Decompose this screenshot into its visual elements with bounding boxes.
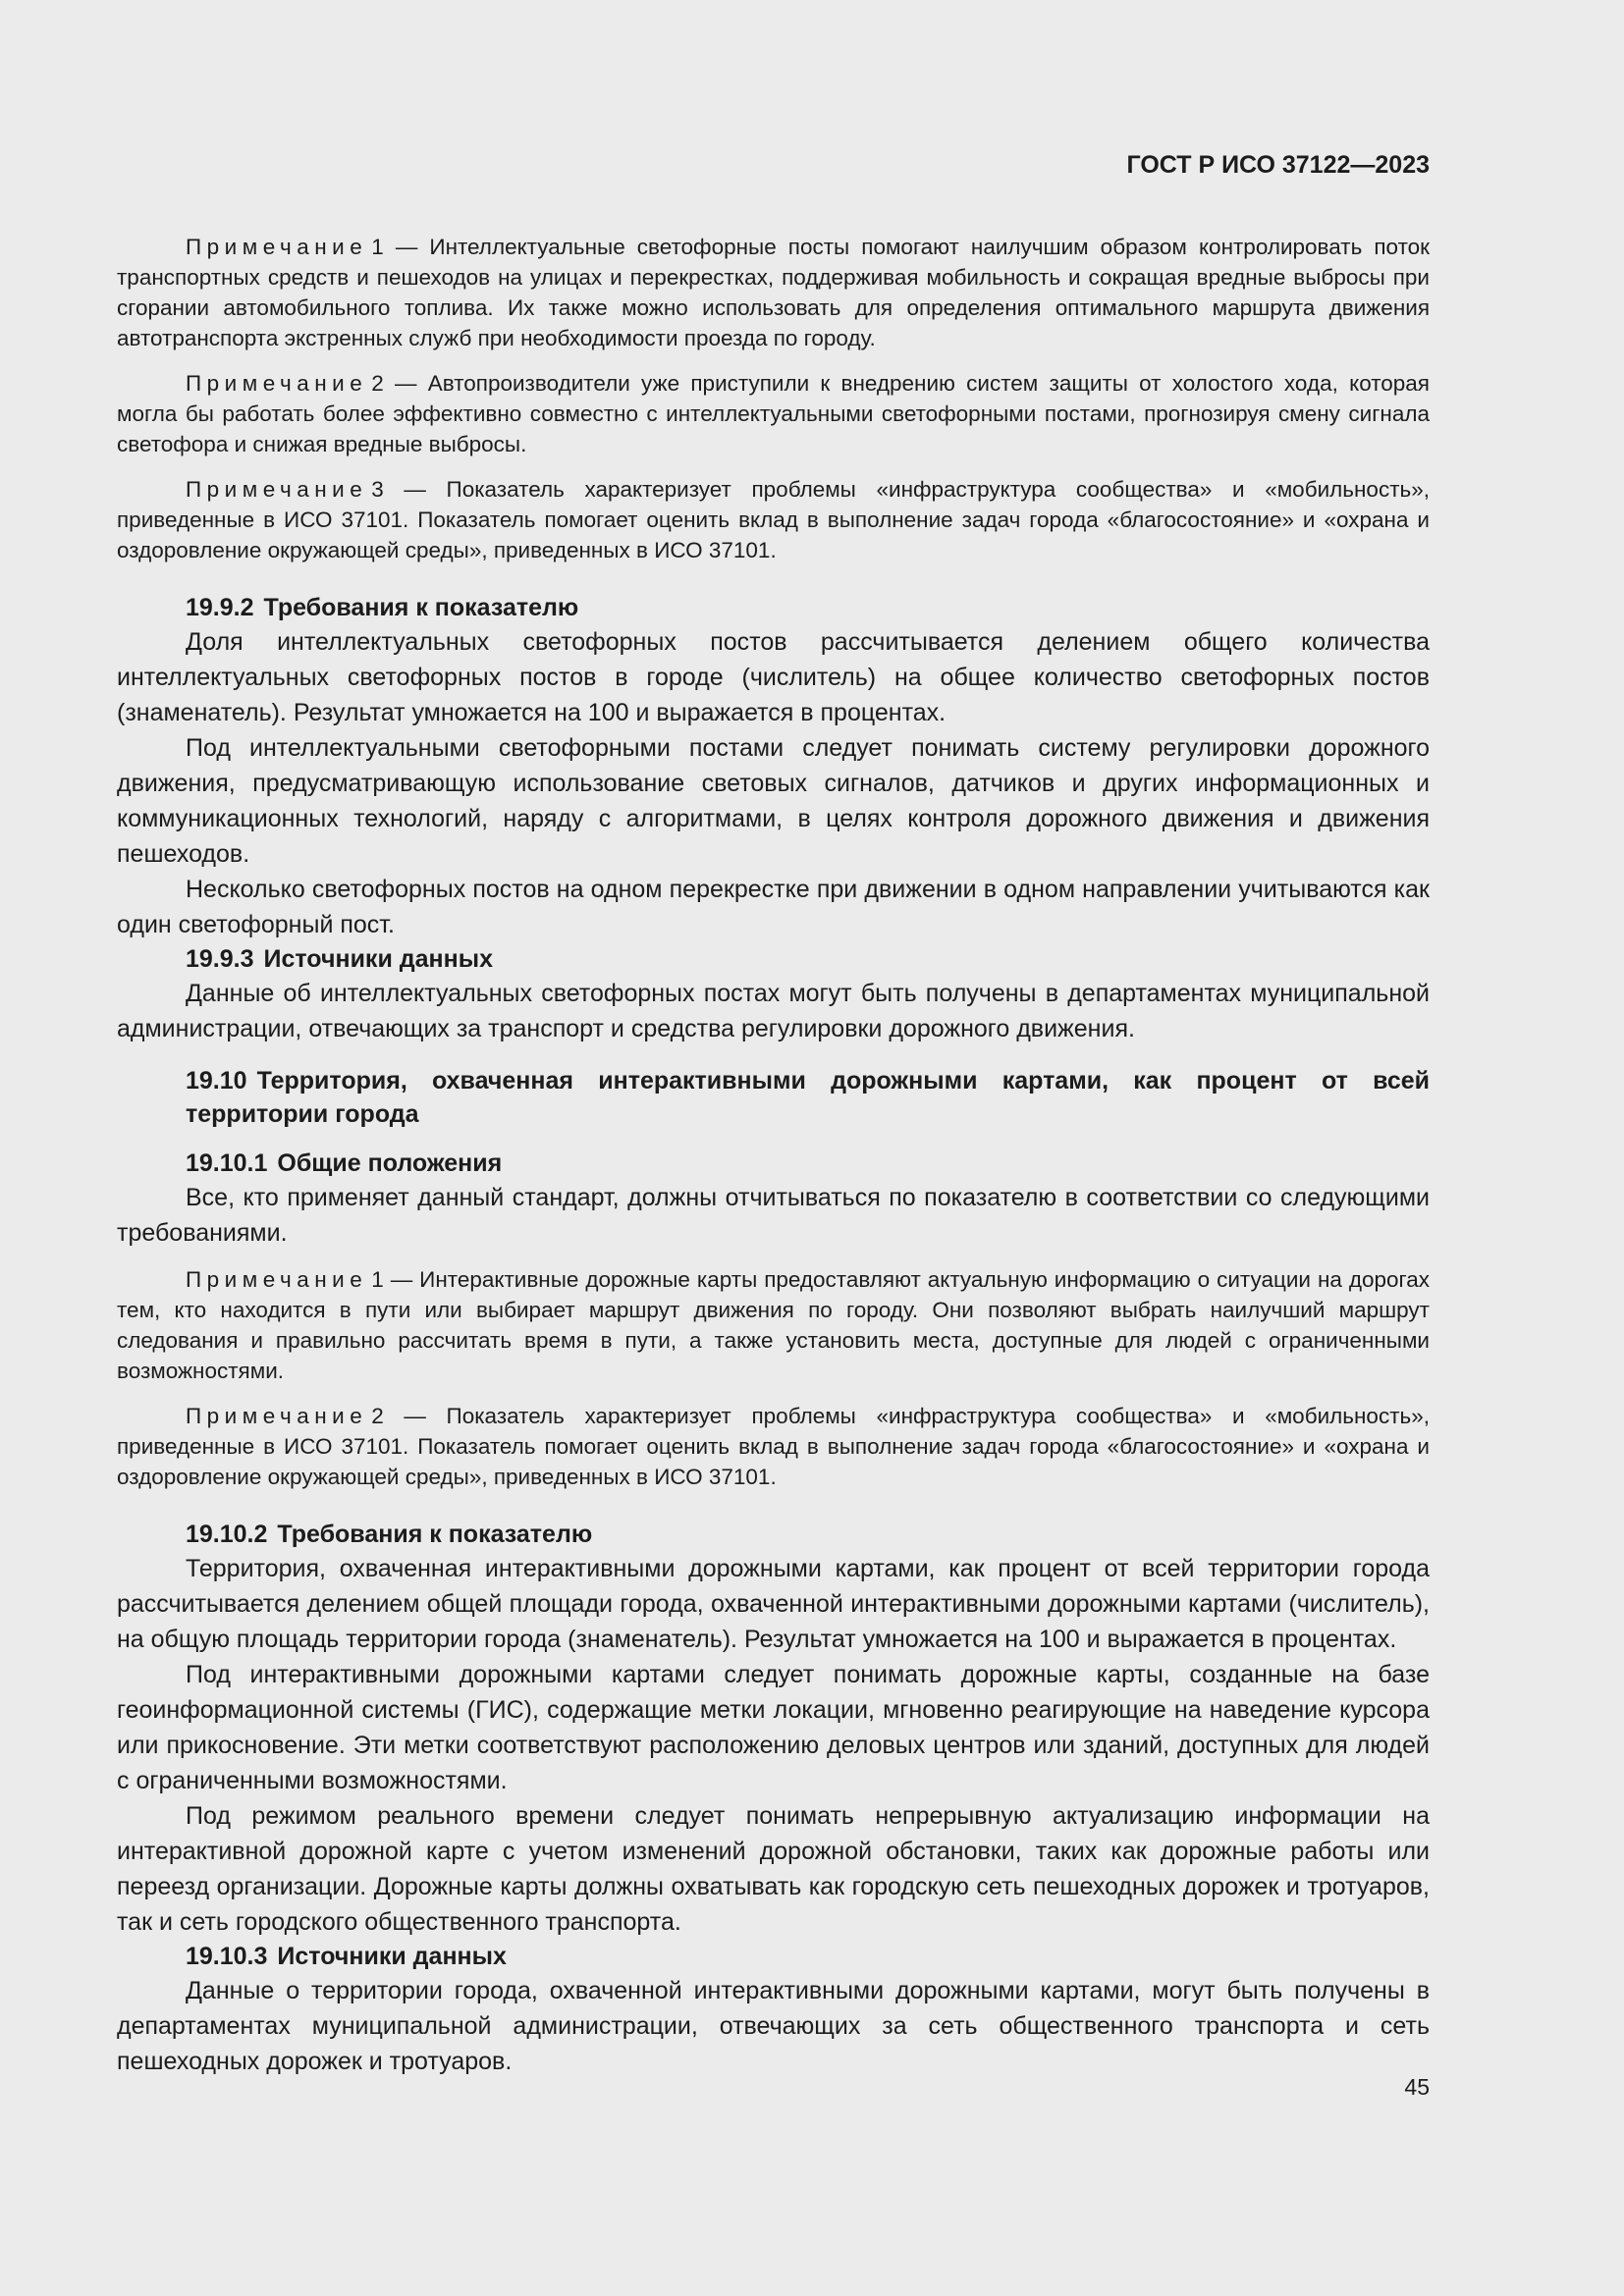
section-heading-19-9-2	[117, 591, 1430, 624]
note-label: Примечание	[186, 477, 368, 502]
note-label: Примечание	[186, 1404, 368, 1428]
note-label: Примечание	[186, 1267, 368, 1292]
paragraph: Несколько светофорных постов на одном перекрестке при движении в одном направлении учитываются как один светофорный пост.	[117, 876, 1430, 938]
section-heading-19-9-3	[117, 942, 1430, 976]
note-number: 3	[371, 477, 384, 502]
document-number-header: ГОСТ Р ИСО 37122—2023	[1126, 151, 1430, 179]
note-3	[117, 474, 1430, 565]
paragraph: Территория, охваченная интерактивными дорожными картами, как процент от всей территории города рассчитывается делением общей площади города, охваченной интерактивными дорожными картами (числитель), на общую площадь территории города (знаменатель). Результат умножается на 100 и выражается в процентах.	[117, 1555, 1430, 1653]
section-number: 19.9.2	[186, 594, 254, 621]
note-text: — Интерактивные дорожные карты предоставляют актуальную информацию о ситуации на дорогах тем, кто находится в пути или выбирает маршрут движения по городу. Они позволяют выбрать наилучший маршрут следования и правильно рассчитать время в пути, а также установить места, доступные для людей с ограниченными возможностями.	[117, 1267, 1430, 1383]
note-text: — Показатель характеризует проблемы «инфраструктура сообщества» и «мобильность», приведенные в ИСО 37101. Показатель помогает оценить вклад в выполнение задач города «благосостояние» и «охрана и оздоровление окружающей среды», приведенных в ИСО 37101.	[117, 477, 1430, 562]
paragraph: Данные об интеллектуальных светофорных постах могут быть получены в департаментах муниципальной администрации, отвечающих за транспорт и средства регулировки дорожного движения.	[117, 980, 1430, 1042]
section-heading-19-10	[117, 1064, 1430, 1131]
section-heading-19-10-3	[117, 1940, 1430, 1973]
note-2	[117, 1401, 1430, 1492]
note-number: 1	[371, 1267, 384, 1292]
note-text: — Интеллектуальные светофорные посты помогают наилучшим образом контролировать поток транспортных средств и пешеходов на улицах и перекрестках, поддерживая мобильность и сокращая вредные выбросы при сгорании автомобильного топлива. Их также можно использовать для определения оптимального маршрута движения автотранспорта экстренных служб при необходимости проезда по городу.	[117, 235, 1430, 350]
section-title: Источники данных	[263, 945, 493, 973]
note-number: 2	[371, 371, 384, 396]
page-number: 45	[1404, 2074, 1430, 2100]
paragraph: Доля интеллектуальных светофорных постов рассчитывается делением общего количества интеллектуальных светофорных постов в городе (числитель) на общее количество светофорных постов (знаменатель). Результат умножается на 100 и выражается в процентах.	[117, 628, 1430, 726]
note-text: — Автопроизводители уже приступили к внедрению систем защиты от холостого хода, которая могла бы работать более эффективно совместно с интеллектуальными светофорными постами, прогнозируя смену сигнала светофора и снижая вредные выбросы.	[117, 371, 1430, 456]
section-title: Территория, охваченная интерактивными дорожными картами, как процент от всей территории города	[186, 1067, 1430, 1128]
paragraph: Под интеллектуальными светофорными постами следует понимать систему регулировки дорожного движения, предусматривающую использование световых сигналов, датчиков и других информационных и коммуникационных технологий, наряду с алгоритмами, в целях контроля дорожного движения и движения пешеходов.	[117, 734, 1430, 868]
section-heading-19-10-2	[117, 1518, 1430, 1551]
paragraph: Под режимом реального времени следует понимать непрерывную актуализацию информации на интерактивной дорожной карте с учетом изменений дорожной обстановки, таких как дорожные работы или переезд организации. Дорожные карты должны охватывать как городскую сеть пешеходных дорожек и тротуаров, так и сеть городского общественного транспорта.	[117, 1802, 1430, 1936]
note-label: Примечание	[186, 235, 368, 259]
section-number: 19.9.3	[186, 945, 254, 973]
note-text: — Показатель характеризует проблемы «инфраструктура сообщества» и «мобильность», приведенные в ИСО 37101. Показатель помогает оценить вклад в выполнение задач города «благосостояние» и «охрана и оздоровление окружающей среды», приведенных в ИСО 37101.	[117, 1404, 1430, 1489]
note-label: Примечание	[186, 371, 368, 396]
note-2	[117, 368, 1430, 459]
section-heading-19-10-1	[117, 1147, 1430, 1180]
section-title: Общие положения	[277, 1149, 503, 1177]
section-number: 19.10.1	[186, 1149, 268, 1177]
note-number: 1	[371, 235, 384, 259]
paragraph: Все, кто применяет данный стандарт, должны отчитываться по показателю в соответствии со следующими требованиями.	[117, 1184, 1430, 1247]
section-number: 19.10	[186, 1067, 247, 1095]
paragraph: Под интерактивными дорожными картами следует понимать дорожные карты, созданные на базе геоинформационной системы (ГИС), содержащие метки локации, мгновенно реагирующие на наведение курсора или прикосновение. Эти метки соответствуют расположению деловых центров или зданий, доступных для людей с ограниченными возможностями.	[117, 1661, 1430, 1794]
section-title: Источники данных	[277, 1943, 507, 1970]
section-title: Требования к показателю	[277, 1521, 593, 1548]
section-title: Требования к показателю	[263, 594, 579, 621]
note-number: 2	[371, 1404, 384, 1428]
section-number: 19.10.3	[186, 1943, 268, 1970]
paragraph: Данные о территории города, охваченной интерактивными дорожными картами, могут быть получены в департаментах муниципальной администрации, отвечающих за сеть общественного транспорта и сеть пешеходных дорожек и тротуаров.	[117, 1977, 1430, 2075]
note-1	[117, 232, 1430, 353]
section-number: 19.10.2	[186, 1521, 268, 1548]
note-1	[117, 1264, 1430, 1386]
